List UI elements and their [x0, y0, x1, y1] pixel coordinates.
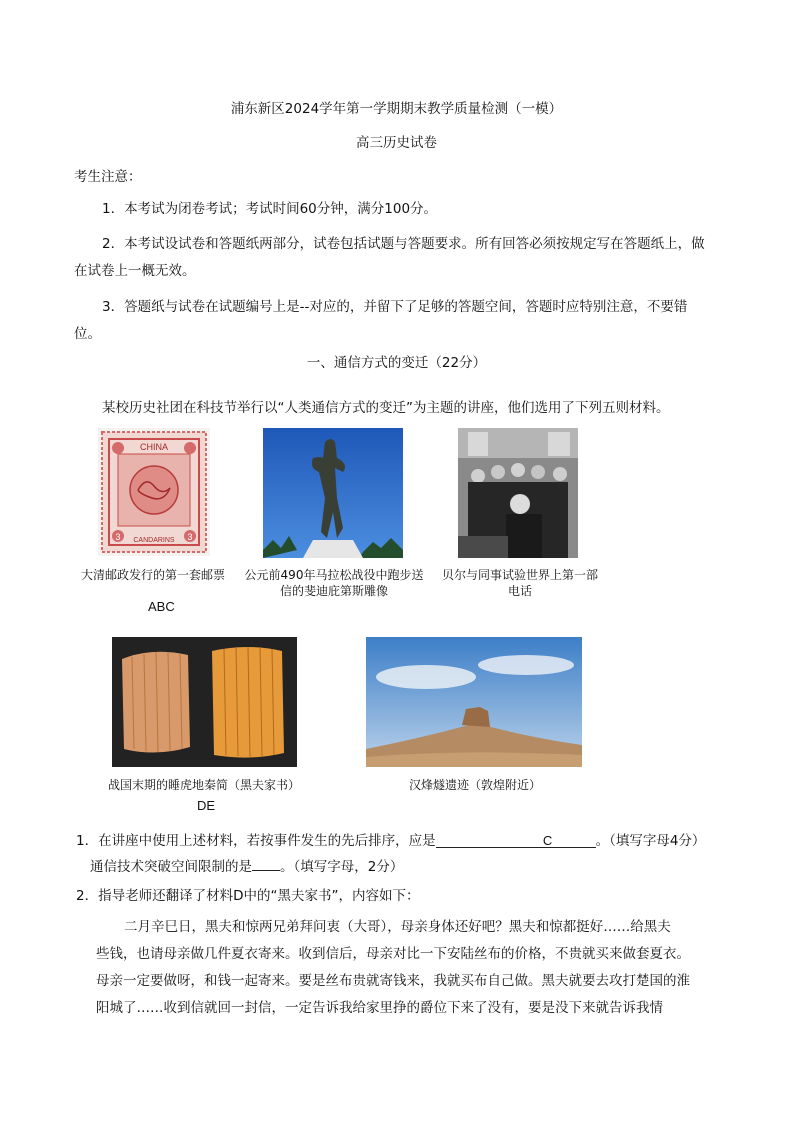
q1-suffix: 。（填写字母4分） [595, 833, 706, 849]
question-1-line2 [90, 855, 403, 875]
q2-paragraph-line2: 些钱，也请母亲做几件夏衣寄来。收到信后，母亲对比一下安陆丝布的价格，不贵就买来做套夏衣。 [96, 946, 690, 962]
statue-svg [263, 428, 403, 558]
caption-e: 汉烽燧遗迹（敦煌附近） [408, 778, 541, 792]
q2-paragraph-line4: 阳城了……收到信就回一封信，一定告诉我给家里挣的爵位下来了没有，要是没下来就告诉我情 [96, 1000, 663, 1016]
beacon-ruins-svg [366, 637, 582, 767]
q1-answer: C [542, 833, 553, 848]
bell-photo [458, 428, 578, 558]
notice-item-3-line1: 3．答题纸与试卷在试题编号上是--对应的，并留下了足够的答题空间，答题时应特别注意，不要错 [102, 299, 688, 315]
question-2-intro: 2．指导老师还翻译了材料D中的“黑夫家书”，内容如下： [76, 888, 420, 904]
labels-row2: DE [197, 798, 216, 813]
stamp-svg [98, 428, 210, 556]
caption-b-line1: 公元前490年马拉松战役中跑步送 [244, 568, 424, 582]
notice-item-1: 1．本考试为闭卷考试；考试时间60分钟，满分100分。 [102, 201, 438, 217]
labels-row1: ABC [148, 599, 175, 614]
bell-photo-svg [458, 428, 578, 558]
question-1 [76, 829, 705, 849]
caption-b-line2: 信的斐迪庇第斯雕像 [279, 584, 388, 598]
q2-paragraph-line1: 二月辛巳日，黑夫和惊两兄弟拜问衷（大哥），母亲身体还好吧？黑夫和惊都挺好……给黑夫 [124, 919, 671, 935]
q1-answer-blank[interactable] [436, 833, 596, 848]
bamboo-slips-image [112, 637, 297, 767]
notice-item-2-line2: 在试卷上一概无效。 [74, 263, 196, 279]
caption-c-line2: 电话 [507, 584, 532, 598]
notice-item-2-line1: 2．本考试设试卷和答题纸两部分，试卷包括试题与答题要求。所有回答必须按规定写在答题纸上，做 [102, 236, 705, 252]
q2-paragraph-line3: 母亲一定要做呀，和钱一起寄来。要是丝布贵就寄钱来，我就买布自己做。黑夫就要去攻打楚国的淮 [96, 973, 690, 989]
bamboo-slips-svg [112, 637, 297, 767]
beacon-ruins-image [366, 637, 582, 767]
caption-c [430, 567, 610, 599]
stamp-bottom-text: CANDARINS [133, 537, 175, 544]
q1-prefix: 1．在讲座中使用上述材料，若按事件发生的先后排序，应是 [76, 833, 436, 849]
caption-a: 大清邮政发行的第一套邮票 [80, 568, 225, 582]
stamp-num-right: 3 [187, 532, 193, 542]
caption-d: 战国末期的睡虎地秦简（黑夫家书） [107, 778, 300, 792]
exam-title: 浦东新区2024学年第一学期期末教学质量检测（一模） [230, 101, 563, 117]
section-title: 一、通信方式的变迁（22分） [306, 355, 487, 371]
q1-line2-suffix: 。（填写字母，2分） [280, 859, 404, 875]
caption-c-line1: 贝尔与同事试验世界上第一部 [441, 568, 598, 582]
statue-image [263, 428, 403, 558]
stamp-image [98, 428, 210, 556]
stamp-top-text: CHINA [139, 442, 169, 452]
notice-item-3-line2: 位。 [74, 326, 101, 342]
section-intro: 某校历史社团在科技节举行以“人类通信方式的变迁”为主题的讲座，他们选用了下列五则材料。 [102, 400, 670, 416]
caption-b [234, 567, 434, 599]
q1-line2-blank[interactable] [252, 856, 280, 871]
stamp-num-left: 3 [115, 532, 121, 542]
q1-line2-prefix: 通信技术突破空间限制的是 [90, 859, 252, 875]
notice-heading: 考生注意： [74, 169, 142, 185]
exam-subtitle: 高三历史试卷 [356, 135, 437, 151]
